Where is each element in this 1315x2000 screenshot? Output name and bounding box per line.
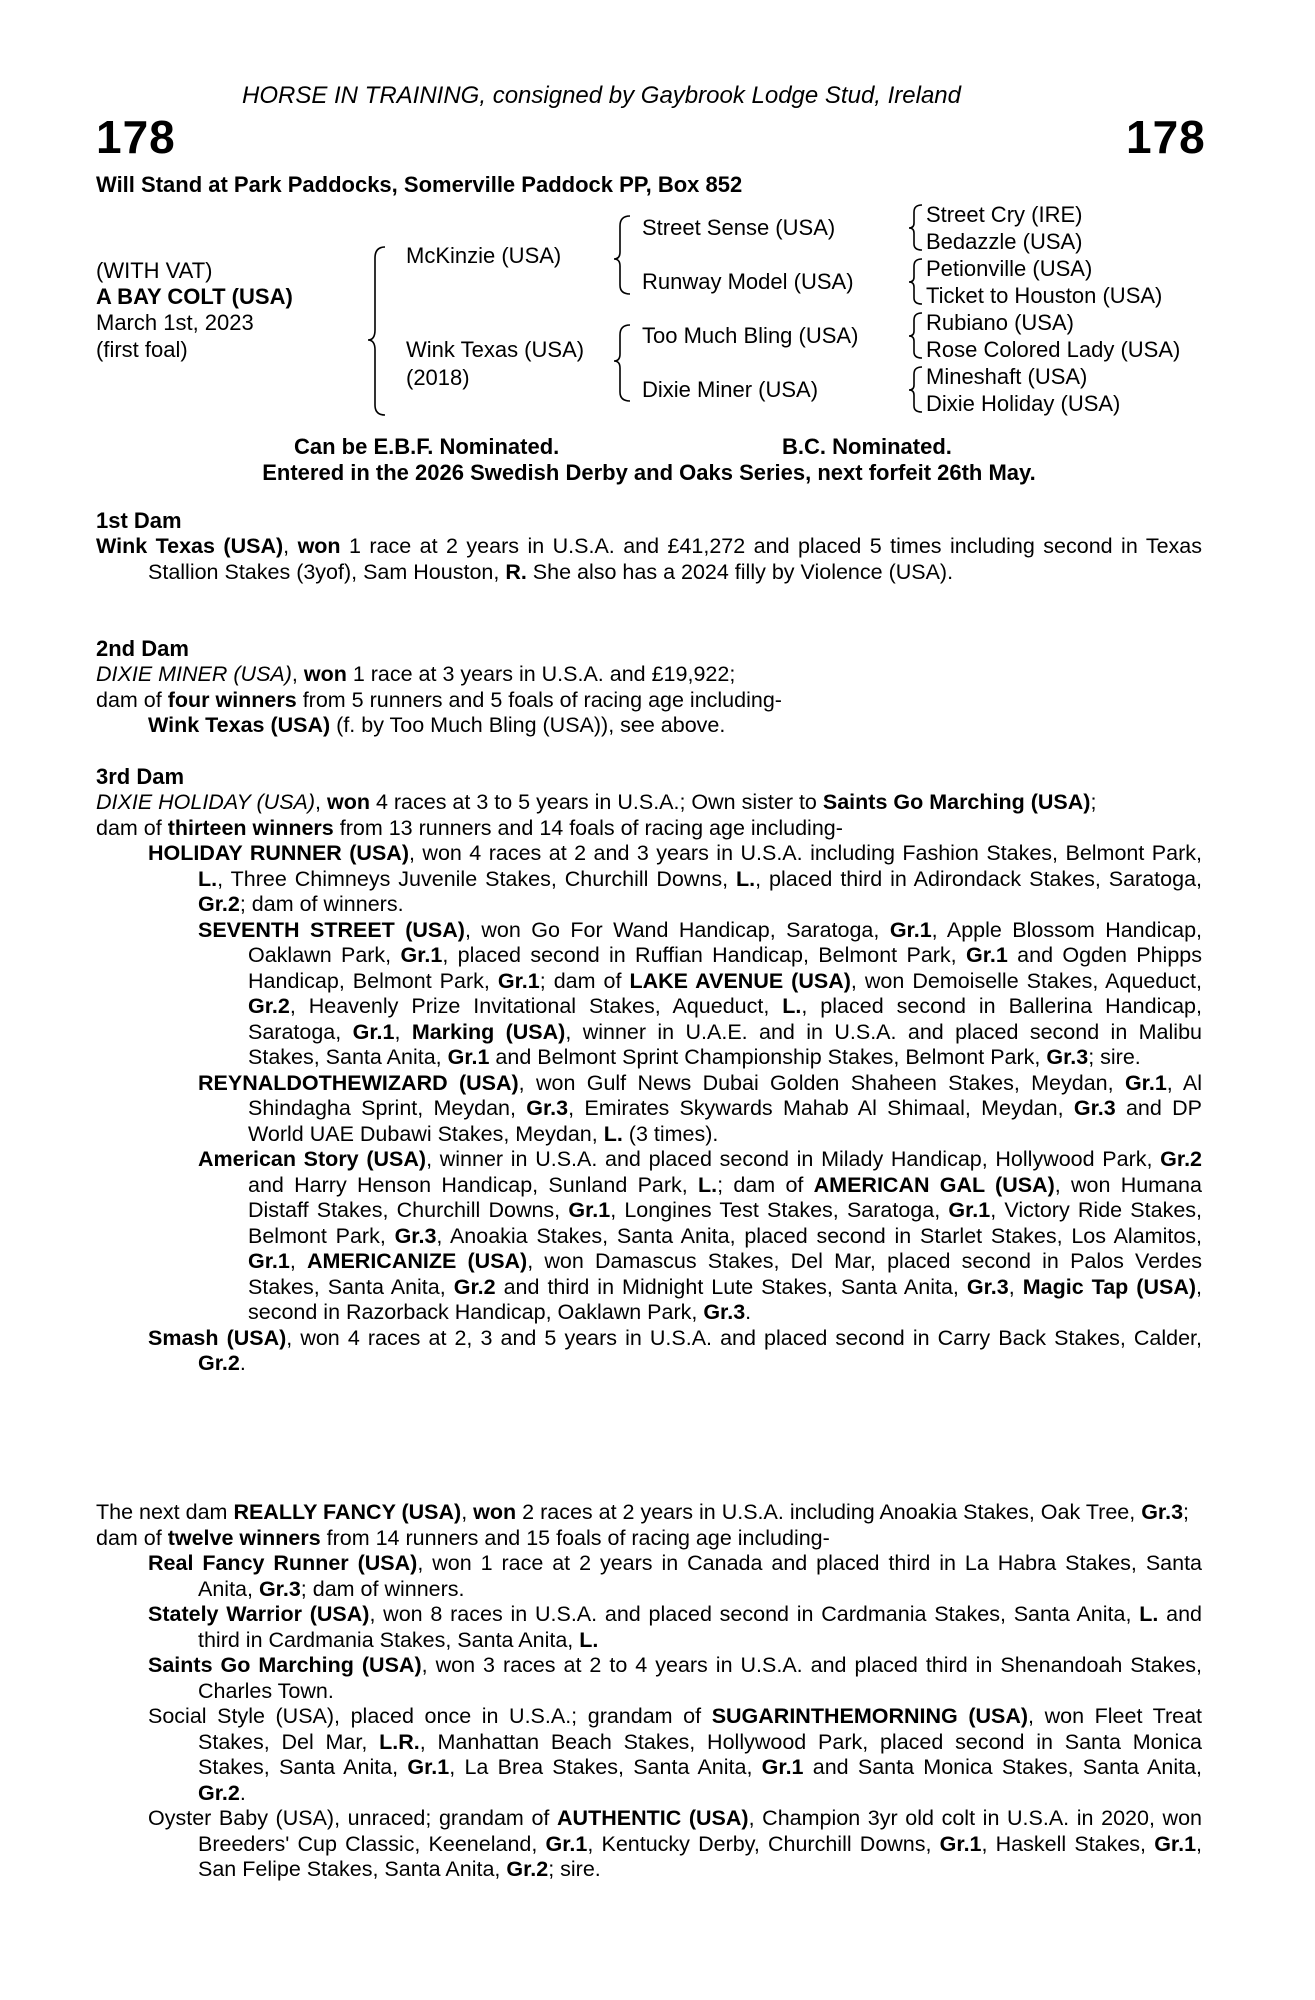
text-run: Gr.1 — [407, 1755, 450, 1779]
american-story-entry — [96, 1147, 1202, 1326]
text-run: L. — [579, 1627, 599, 1652]
first-dam-text: Wink Texas (USA), won 1 race at 2 years in U.S.A. and £41,272 and placed 5 times including second in Texas Stallion Stakes (3yof), Sam Houston, R. She also has a 2024 filly by Violence (USA). — [96, 534, 1203, 584]
text-run: dam of — [96, 815, 168, 840]
text-run: from 14 runners and 15 foals of racing age including- — [320, 1525, 830, 1550]
text-run: and third in Cardmania Stakes, Santa Anita, — [198, 1602, 1202, 1652]
text-run: from 13 runners and 14 foals of racing age including- — [333, 815, 843, 840]
text-run: 4 races at 3 to 5 years in U.S.A.; Own sister to — [369, 790, 823, 814]
text-run: , placed third in Adirondack Stakes, Saratoga, — [755, 866, 1202, 891]
text-run: , winner in U.A.E. and in U.S.A. and placed second in Malibu Stakes, Santa Anita, — [248, 1019, 1202, 1069]
american-story-name: American Story (USA) — [198, 1147, 427, 1171]
text-run: won — [326, 790, 370, 814]
text-run: , — [461, 1500, 474, 1524]
text-run: . — [239, 1780, 246, 1805]
text-run: Gr.2 — [453, 1274, 496, 1299]
text-run: L. — [198, 866, 218, 891]
first-dam-heading: 1st Dam — [96, 508, 182, 533]
text-run: (3 times). — [622, 1121, 719, 1146]
smash-name: Smash (USA) — [148, 1325, 287, 1350]
pedigree-dam: Wink Texas (USA) — [406, 337, 585, 362]
pedigree-g8: Dixie Holiday (USA) — [926, 391, 1121, 416]
pedigree-sire-dam: Runway Model (USA) — [642, 269, 854, 294]
text-run: , La Brea Stakes, Santa Anita, — [449, 1755, 762, 1779]
text-run: , placed second in Ballerina Handicap, Saratoga, — [248, 994, 1202, 1044]
text-run: Social Style (USA), placed once in U.S.A.; grandam of — [148, 1704, 712, 1728]
text-run: Gr.1 — [948, 1198, 991, 1222]
text-run: Oyster Baby (USA), unraced; grandam of — [148, 1806, 558, 1830]
text-run: . — [745, 1300, 752, 1324]
bc-nomination: B.C. Nominated. — [782, 434, 952, 459]
text-run: Gr.1 — [248, 1249, 290, 1273]
saints-go-marching-name: Saints Go Marching (USA) — [148, 1653, 422, 1677]
text-run: , — [394, 1019, 412, 1044]
lot-vat: (WITH VAT) — [96, 258, 213, 283]
text-run: L. — [603, 1121, 623, 1146]
reynaldothewizard-name: REYNALDOTHEWIZARD (USA) — [198, 1070, 519, 1095]
text-run: , Kentucky Derby, Churchill Downs, — [587, 1831, 940, 1856]
text-run: , Manhattan Beach Stakes, Hollywood Park, placed second in Santa Monica Stakes, Santa Anita, — [198, 1729, 1202, 1779]
text-run: Gr.2 — [248, 994, 290, 1018]
lot-dob: March 1st, 2023 — [96, 310, 254, 335]
third-dam-heading: 3rd Dam — [96, 764, 185, 789]
first-dam-won: won — [297, 534, 341, 558]
pedigree-g1: Street Cry (IRE) — [926, 202, 1083, 227]
text-run: , — [1008, 1274, 1023, 1299]
first-dam-restricted: R. — [505, 559, 527, 584]
next-dam-produce — [96, 1526, 1202, 1552]
text-run: ; — [1183, 1500, 1190, 1524]
text-run: ; dam of winners. — [239, 892, 404, 916]
text-run: Gr.2 — [198, 1780, 240, 1805]
text-run: , won Gulf News Dubai Golden Shaheen Stakes, Meydan, — [518, 1070, 1125, 1095]
text-run: Gr.2 — [198, 1351, 240, 1375]
text-run: , won Go For Wand Handicap, Saratoga, — [464, 917, 890, 942]
oyster-baby-entry — [96, 1806, 1202, 1883]
text-run: Gr.1 — [966, 943, 1008, 967]
second-dam-text: DIXIE MINER (USA), won 1 race at 3 years in U.S.A. and £19,922; — [96, 662, 736, 686]
text-run: , Apple Blossom Handicap, Oaklawn Park, — [248, 917, 1203, 967]
text-run: Gr.2 — [506, 1857, 549, 1881]
text-run: , won Fleet Treat Stakes, Del Mar, — [198, 1704, 1202, 1754]
text-run: , second in Razorback Handicap, Oaklawn Park, — [248, 1274, 1202, 1324]
pedigree-sire-sire: Street Sense (USA) — [642, 215, 836, 240]
text-run: from 5 runners and 5 foals of racing age including- — [296, 687, 782, 712]
text-run: L. — [698, 1172, 718, 1197]
first-dam-progeny: She also has a 2024 filly by Violence (USA). — [526, 559, 954, 584]
text-run: Gr.3 — [1046, 1045, 1089, 1069]
second-dam-heading: 2nd Dam — [96, 636, 189, 661]
pedigree-g2: Bedazzle (USA) — [926, 229, 1083, 254]
real-fancy-runner-name: Real Fancy Runner (USA) — [148, 1551, 418, 1575]
first-dam-section — [96, 508, 1202, 585]
lot-number-right: 178 — [1126, 111, 1206, 163]
second-dam-child — [96, 713, 1202, 739]
text-run: , Longines Test Stakes, Saratoga, — [610, 1198, 949, 1222]
text-run: Gr.3 — [1073, 1096, 1116, 1120]
text-run: and Ogden Phipps Handicap, Belmont Park, — [248, 943, 1203, 993]
pedigree-dam-sire: Too Much Bling (USA) — [642, 323, 859, 348]
text-run: Gr.3 — [966, 1274, 1009, 1299]
first-dam-name: Wink Texas (USA) — [96, 534, 284, 558]
text-run: Gr.1 — [1124, 1070, 1167, 1095]
text-run: ; dam of winners. — [300, 1576, 465, 1601]
pedigree-dam-dam: Dixie Miner (USA) — [642, 377, 819, 402]
text-run: , Anoakia Stakes, Santa Anita, placed second in Starlet Stakes, Los Alamitos, — [436, 1223, 1202, 1248]
text-run: Gr.1 — [545, 1831, 588, 1856]
text-run: , Haskell Stakes, — [981, 1831, 1155, 1856]
reynaldothewizard-entry — [96, 1071, 1202, 1148]
third-dam-section — [96, 764, 1202, 1377]
seventh-street-entry — [96, 918, 1202, 1071]
text-run: . — [239, 1351, 246, 1375]
next-dam-text — [96, 1500, 1202, 1526]
third-dam-name: DIXIE HOLIDAY (USA) — [96, 790, 316, 814]
lot-name: A BAY COLT (USA) — [96, 284, 293, 309]
sugarinthemorning-name: SUGARINTHEMORNING (USA) — [711, 1704, 1029, 1728]
text-run: , placed second in Ruffian Handicap, Belmont Park, — [442, 943, 966, 967]
text-run: Gr.2 — [198, 892, 240, 916]
text-run: 2 races at 2 years in U.S.A. including Anoakia Stakes, Oak Tree, — [516, 1500, 1142, 1524]
second-dam-record: 1 race at 3 years in U.S.A. and £19,922; — [346, 662, 736, 686]
next-dam-name: REALLY FANCY (USA) — [233, 1500, 462, 1524]
text-run: , Three Chimneys Juvenile Stakes, Churchill Downs, — [217, 866, 736, 891]
text-run: The next dam — [96, 1500, 234, 1524]
pedigree-g3: Petionville (USA) — [926, 256, 1093, 281]
text-run: ; sire. — [1088, 1045, 1141, 1069]
authentic-name: AUTHENTIC (USA) — [557, 1806, 749, 1830]
saints-go-marching-entry — [96, 1653, 1202, 1704]
text-run: L. — [782, 994, 802, 1018]
text-run: (f. by Too Much Bling (USA)), see above. — [330, 713, 726, 737]
stately-warrior-name: Stately Warrior (USA) — [148, 1602, 370, 1626]
second-dam-name: DIXIE MINER (USA) — [96, 662, 292, 686]
text-run: , winner in U.S.A. and placed second in Milady Handicap, Hollywood Park, — [426, 1147, 1161, 1171]
text-run: , — [289, 1249, 296, 1273]
pedigree-g4: Ticket to Houston (USA) — [926, 283, 1163, 308]
pedigree-dam-year: (2018) — [406, 365, 470, 390]
second-dam-produce — [96, 688, 1202, 714]
text-run: , won 8 races in U.S.A. and placed second in Cardmania Stakes, Santa Anita, — [369, 1602, 1140, 1626]
third-dam-produce — [96, 816, 1202, 842]
text-run: , won Humana Distaff Stakes, Churchill Downs, — [248, 1172, 1202, 1222]
text-run: , won 3 races at 2 to 4 years in U.S.A. and placed third in Shenandoah Stakes, Charles Town. — [198, 1653, 1202, 1703]
text-run: L.R. — [379, 1729, 420, 1754]
seventh-street-name: SEVENTH STREET (USA) — [198, 917, 465, 942]
first-dam-record: 1 race at 2 years in U.S.A. and £41,272 and placed 5 times including second in Texas Stallion Stakes (3yof), Sam Houston, — [148, 534, 1203, 584]
second-dam-winners: four winners — [167, 687, 297, 712]
text-run: ; — [1090, 790, 1097, 814]
third-dam-text: DIXIE HOLIDAY (USA), won 4 races at 3 to 5 years in U.S.A.; Own sister to Saints Go Marching (USA); — [96, 790, 1097, 814]
text-run: Gr.2 — [1160, 1147, 1203, 1171]
text-run: , Heavenly Prize Invitational Stakes, Aqueduct, — [289, 994, 783, 1018]
text-run: , won 1 race at 2 years in Canada and placed third in La Habra Stakes, Santa Anita, — [198, 1551, 1203, 1601]
marking-name: Marking (USA) — [411, 1019, 566, 1044]
text-run: Gr.1 — [400, 943, 443, 967]
derby-entry: Entered in the 2026 Swedish Derby and Oaks Series, next forfeit 26th May. — [262, 460, 1036, 485]
header-subtitle: HORSE IN TRAINING, consigned by Gaybrook Lodge Stud, Ireland — [242, 82, 962, 109]
pedigree-g6: Rose Colored Lady (USA) — [926, 337, 1181, 362]
third-dam-sister: Saints Go Marching (USA) — [822, 790, 1091, 814]
text-run: and Belmont Sprint Championship Stakes, Belmont Park, — [489, 1045, 1047, 1069]
text-run: , Victory Ride Stakes, Belmont Park, — [248, 1198, 1203, 1248]
ebf-nomination: Can be E.B.F. Nominated. — [294, 434, 560, 459]
second-dam-child-name: Wink Texas (USA) — [148, 713, 331, 737]
text-run: L. — [1139, 1602, 1159, 1626]
text-run: Gr.3 — [258, 1576, 301, 1601]
real-fancy-runner-entry — [96, 1551, 1202, 1602]
text-run: ; dam of — [717, 1172, 804, 1197]
text-run: Gr.1 — [352, 1019, 395, 1044]
text-run: , won 4 races at 2, 3 and 5 years in U.S.A. and placed second in Carry Back Stakes, Calder, — [286, 1325, 1202, 1350]
second-dam-won: won — [303, 662, 347, 686]
text-run: Gr.1 — [1154, 1831, 1197, 1856]
pedigree-sire: McKinzie (USA) — [406, 243, 562, 268]
text-run: L. — [736, 866, 756, 891]
pedigree-g5: Rubiano (USA) — [926, 310, 1074, 335]
text-run: dam of — [96, 687, 168, 712]
text-run: , Champion 3yr old colt in U.S.A. in 2020, won Breeders' Cup Classic, Keeneland, — [198, 1806, 1203, 1856]
text-run: Gr.1 — [497, 968, 540, 993]
text-run: ; sire. — [548, 1857, 601, 1881]
american-gal-name: AMERICAN GAL (USA) — [813, 1172, 1055, 1197]
text-run: Gr.1 — [761, 1755, 804, 1779]
americanize-name: AMERICANIZE (USA) — [307, 1249, 528, 1273]
lake-avenue-name: LAKE AVENUE (USA) — [629, 968, 851, 993]
third-dam-winners: thirteen winners — [167, 815, 334, 840]
lot-note: (first foal) — [96, 337, 188, 362]
next-dam-winners: twelve winners — [167, 1525, 321, 1550]
magic-tap-name: Magic Tap (USA) — [1022, 1274, 1197, 1299]
pedigree-g7: Mineshaft (USA) — [926, 364, 1088, 389]
text-run: , won Demoiselle Stakes, Aqueduct, — [850, 968, 1202, 993]
smash-entry — [96, 1326, 1202, 1377]
text-run: Gr.1 — [568, 1198, 611, 1222]
text-run: Gr.3 — [526, 1096, 569, 1120]
stately-warrior-entry — [96, 1602, 1202, 1653]
text-run: and Santa Monica Stakes, Santa Anita, — [803, 1755, 1202, 1779]
second-dam-section — [96, 636, 1202, 739]
text-run: Gr.1 — [447, 1045, 490, 1069]
social-style-entry — [96, 1704, 1202, 1806]
text-run: and Harry Henson Handicap, Sunland Park, — [248, 1172, 699, 1197]
stand-location: Will Stand at Park Paddocks, Somerville Paddock PP, Box 852 — [96, 172, 743, 197]
text-run: Gr.1 — [939, 1831, 982, 1856]
text-run: , San Felipe Stakes, Santa Anita, — [198, 1831, 1203, 1881]
text-run: Gr.3 — [394, 1223, 437, 1248]
next-dam-section — [96, 1500, 1202, 1883]
text-run: won — [473, 1500, 517, 1524]
lot-number-left: 178 — [96, 111, 176, 163]
text-run: Gr.1 — [889, 917, 932, 942]
text-run: ; dam of — [539, 968, 630, 993]
text-run: Gr.3 — [1141, 1500, 1184, 1524]
text-run: , Al Shindagha Sprint, Meydan, — [248, 1070, 1203, 1120]
holiday-runner-entry — [96, 841, 1202, 918]
text-run: and DP World UAE Dubawi Stakes, Meydan, — [248, 1096, 1202, 1146]
text-run: , Emirates Skywards Mahab Al Shimaal, Meydan, — [568, 1096, 1074, 1120]
text-run: dam of — [96, 1525, 168, 1550]
text-run: , won 4 races at 2 and 3 years in U.S.A. including Fashion Stakes, Belmont Park, — [408, 841, 1202, 865]
text-run: and third in Midnight Lute Stakes, Santa Anita, — [495, 1274, 967, 1299]
holiday-runner-name: HOLIDAY RUNNER (USA) — [148, 841, 409, 865]
text-run: Gr.3 — [703, 1300, 746, 1324]
text-run: , won Damascus Stakes, Del Mar, placed second in Palos Verdes Stakes, Santa Anita, — [248, 1249, 1202, 1299]
